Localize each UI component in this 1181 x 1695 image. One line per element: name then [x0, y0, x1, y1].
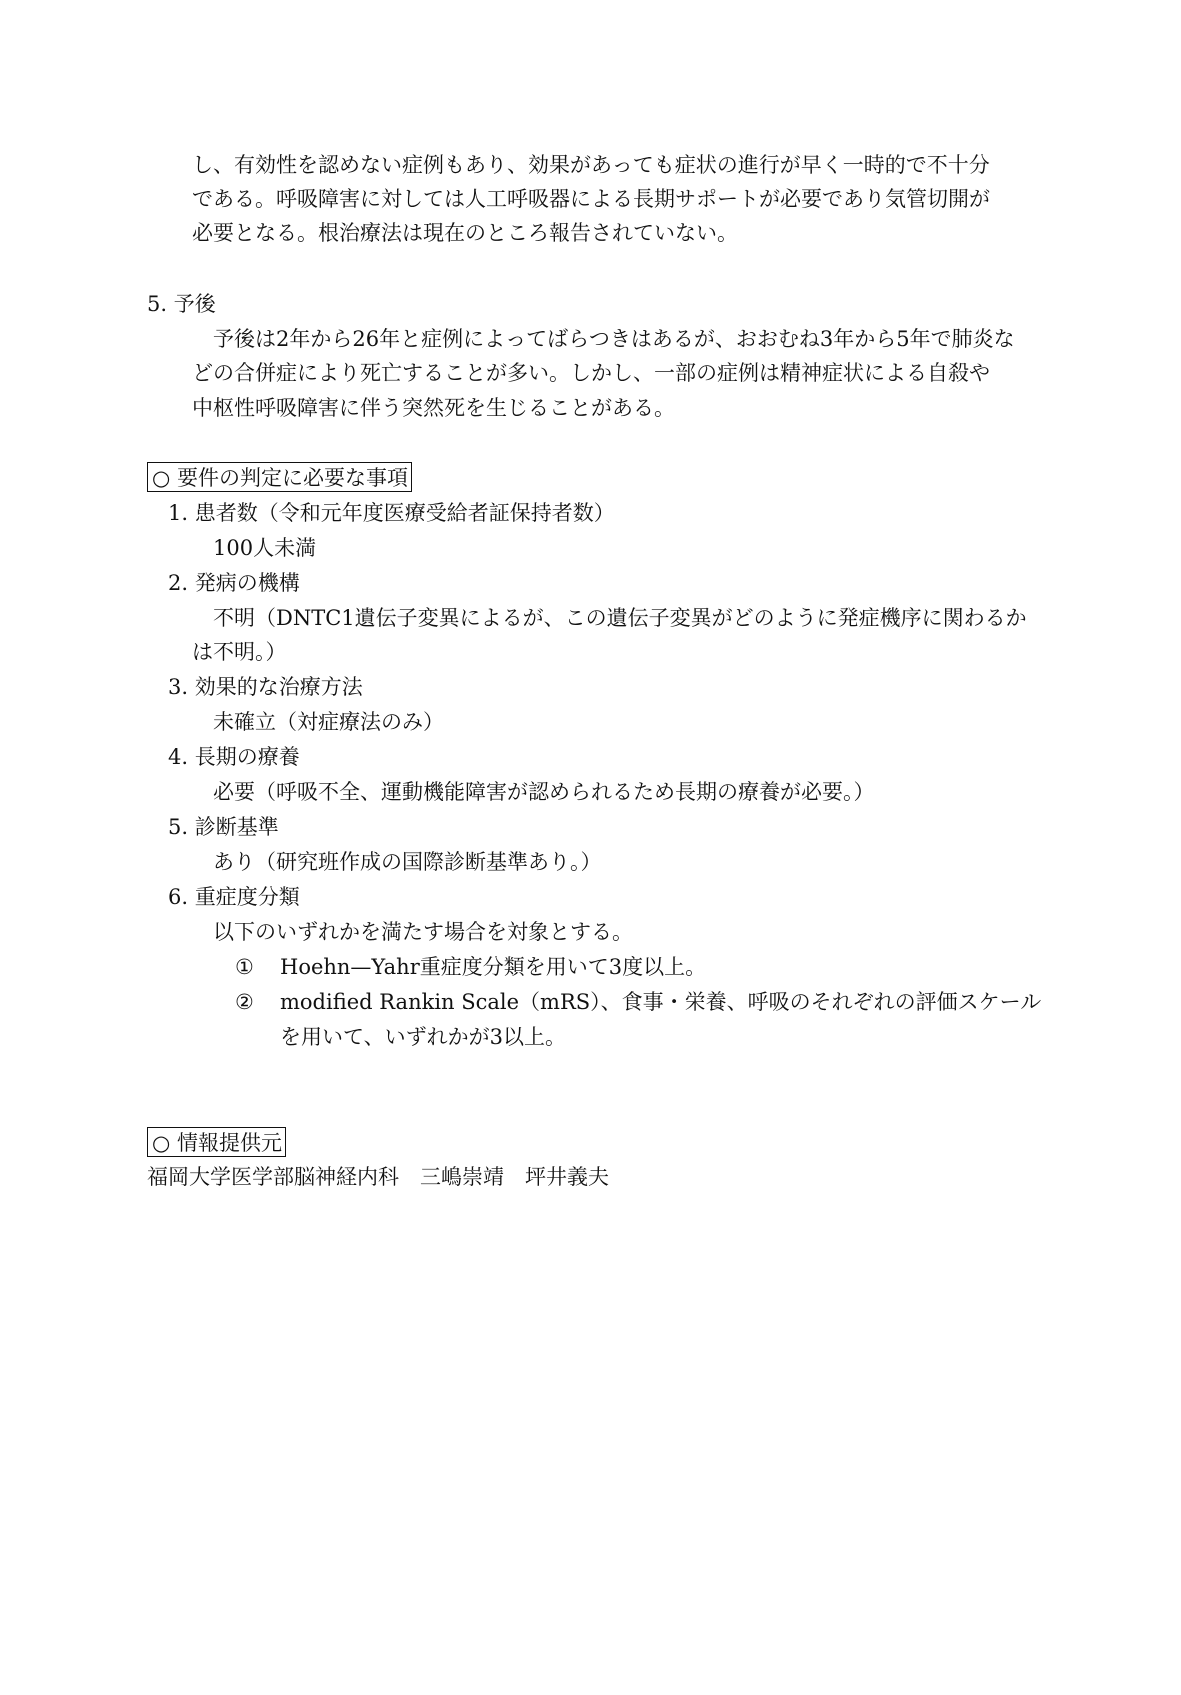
- requirements-heading: ○ 要件の判定に必要な事項: [147, 462, 412, 492]
- item-6-body: 以下のいずれかを満たす場合を対象とする。: [213, 920, 633, 944]
- item-2-body-line-2: は不明。）: [192, 640, 287, 664]
- item-3-title: 3. 効果的な治療方法: [168, 675, 363, 699]
- item-5-title: 5. 診断基準: [168, 815, 279, 839]
- item-4-title: 4. 長期の療養: [168, 745, 300, 769]
- item-2-body-line-1: 不明（DNTC1遺伝子変異によるが、この遺伝子変異がどのように発症機序に関わるか: [213, 606, 1027, 630]
- severity-2-marker: ②: [235, 990, 254, 1014]
- source-heading: ○ 情報提供元: [147, 1127, 286, 1157]
- item-5-body: あり（研究班作成の国際診断基準あり。）: [213, 850, 602, 874]
- item-1-title: 1. 患者数（令和元年度医療受給者証保持者数）: [168, 501, 615, 525]
- intro-line-2: である。呼吸障害に対しては人工呼吸器による長期サポートが必要であり気管切開が: [192, 187, 990, 211]
- severity-2-text-line-2: を用いて、いずれかが3以上。: [280, 1025, 566, 1049]
- item-1-body: 100人未満: [213, 536, 317, 560]
- item-6-title: 6. 重症度分類: [168, 885, 300, 909]
- intro-line-1: し、有効性を認めない症例もあり、効果があっても症状の進行が早く一時的で不十分: [192, 153, 990, 177]
- prognosis-line-1: 予後は2年から26年と症例によってばらつきはあるが、おおむね3年から5年で肺炎な: [213, 327, 1015, 351]
- prognosis-line-2: どの合併症により死亡することが多い。しかし、一部の症例は精神症状による自殺や: [192, 361, 990, 385]
- item-3-body: 未確立（対症療法のみ）: [213, 710, 444, 734]
- intro-line-3: 必要となる。根治療法は現在のところ報告されていない。: [192, 221, 738, 245]
- prognosis-line-3: 中枢性呼吸障害に伴う突然死を生じることがある。: [192, 396, 675, 420]
- severity-2-text-line-1: modified Rankin Scale（mRS）、食事・栄養、呼吸のそれぞれの評価スケール: [280, 990, 1042, 1014]
- severity-1-marker: ①: [235, 955, 254, 979]
- severity-1-text: Hoehn—Yahr重症度分類を用いて3度以上。: [280, 955, 707, 979]
- item-4-body: 必要（呼吸不全、運動機能障害が認められるため長期の療養が必要。）: [213, 780, 875, 804]
- prognosis-heading: 5. 予後: [147, 292, 216, 316]
- source-text: 福岡大学医学部脳神経内科 三嶋崇靖 坪井義夫: [147, 1165, 609, 1189]
- item-2-title: 2. 発病の機構: [168, 571, 300, 595]
